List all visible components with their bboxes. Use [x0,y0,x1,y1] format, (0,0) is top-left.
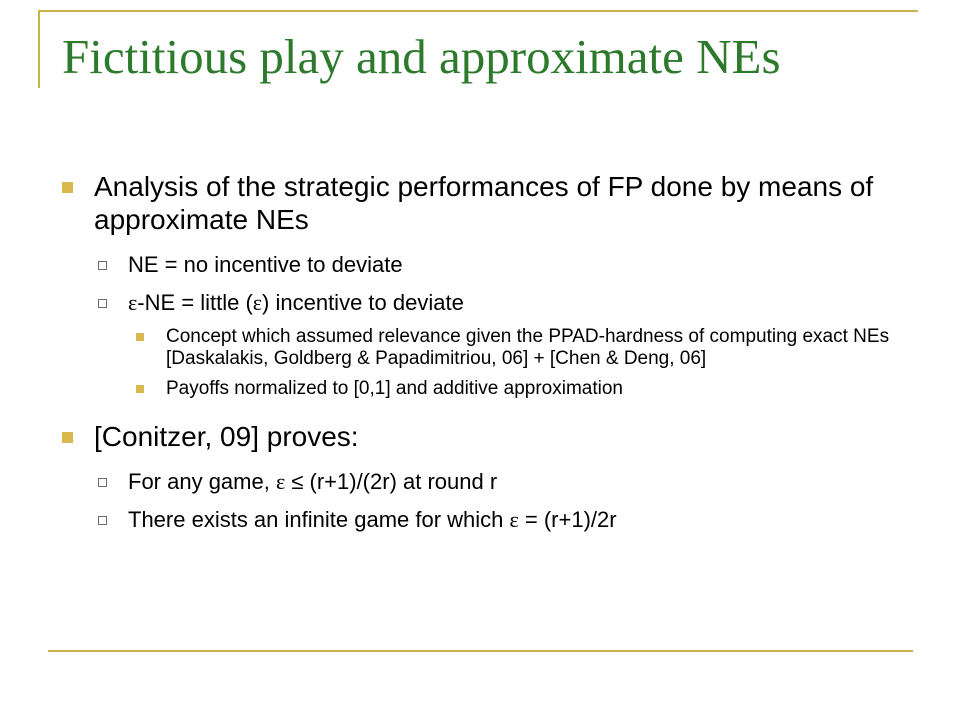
square-bullet-icon [136,333,144,341]
subbullet-infinite-game [58,505,918,535]
epsilon-symbol: ε [128,290,138,315]
footer-accent-rule [48,650,913,652]
subbullet-any-game-bound [58,467,918,497]
any-game-text: For any game, [128,469,276,494]
hollow-square-bullet-icon [98,478,107,487]
square-bullet-icon [62,432,73,443]
epsilon-ne-text: -NE = little ( [137,290,253,315]
hollow-square-bullet-icon [98,516,107,525]
square-bullet-icon [62,182,73,193]
hollow-square-bullet-icon [98,261,107,270]
infinite-game-text: There exists an infinite game for which [128,507,510,532]
subsubbullet-ppad-hardness-text: Concept which assumed relevance given the PPAD-hardness of computing exact NEs [Daskalakis, Goldberg & Papadimitriou, 06] + [Chen & Deng, 06] [166,326,890,369]
bullet-conitzer-text: [Conitzer, 09] proves: [94,421,359,452]
subsubbullet-payoffs-normalized-text: Payoffs normalized to [0,1] and additive approximation [166,378,623,399]
title-accent-horizontal-rule [38,10,918,12]
epsilon-symbol: ε [252,290,263,315]
hollow-square-bullet-icon [98,299,107,308]
bullet-analysis-text: Analysis of the strategic performances of FP done by means of approximate NEs [94,171,874,235]
epsilon-ne-text-end: ) incentive to deviate [262,290,464,315]
subbullet-ne-definition-text: NE = no incentive to deviate [128,252,403,277]
bullet-analysis [58,170,918,236]
subsubbullet-payoffs-normalized [58,378,918,400]
square-bullet-icon [136,385,144,393]
slide-title: Fictitious play and approximate NEs [62,29,781,84]
slide-body [58,170,918,543]
title-accent-vertical-rule [38,10,40,88]
infinite-game-bound-text: = (r+1)/2r [518,507,617,532]
epsilon-symbol: ε [509,507,519,532]
subsubbullet-ppad-hardness [58,326,918,370]
subbullet-epsilon-ne-definition [58,288,918,318]
epsilon-symbol: ε [275,469,286,494]
any-game-bound-text: ≤ (r+1)/(2r) at round r [285,469,498,494]
bullet-conitzer [58,420,918,453]
subbullet-ne-definition [58,250,918,280]
